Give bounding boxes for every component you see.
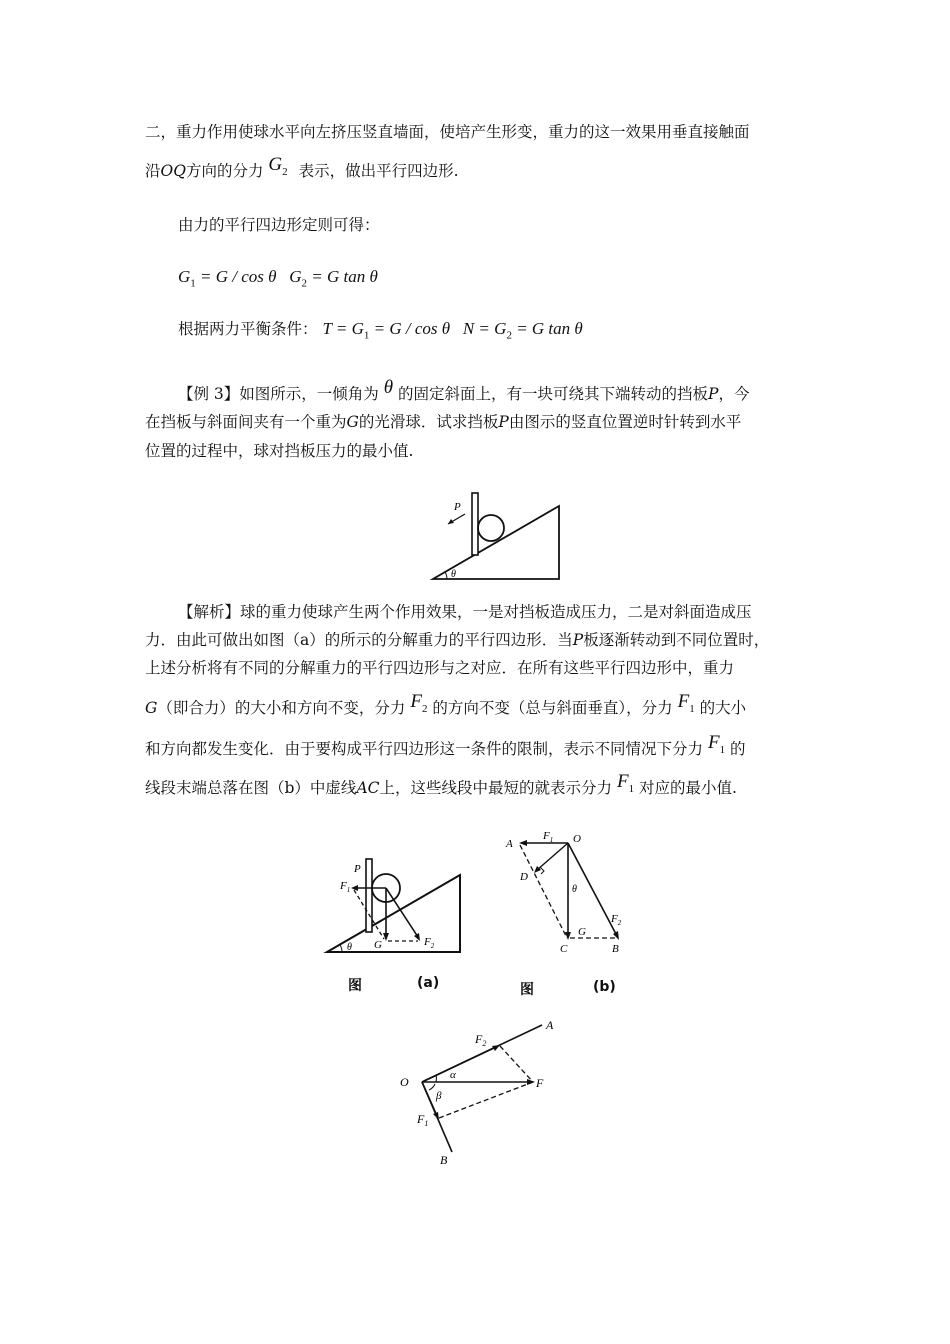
f1-symbol: $F_1$ bbox=[616, 771, 635, 795]
f1-symbol: $F_1$ bbox=[677, 691, 695, 715]
figure-a bbox=[322, 855, 467, 955]
right-angle-mark bbox=[540, 867, 544, 874]
text-segment: 表示，做出平行四边形. bbox=[298, 162, 459, 180]
label-f: F bbox=[536, 1076, 544, 1090]
f2-symbol: $F_2$ bbox=[410, 691, 428, 715]
label-alpha: α bbox=[450, 1069, 456, 1081]
equilibrium-label: 根据两力平衡条件： bbox=[178, 320, 318, 338]
eq1: = G / cos θ bbox=[200, 267, 277, 286]
text-segment: 沿 bbox=[145, 162, 161, 180]
label-g: G bbox=[578, 926, 586, 938]
analysis-line4: G（即合力）的大小和方向不变，分力 $F_2$ 的方向不变（总与斜面垂直），分力 $F_1$ 的大小 bbox=[145, 691, 747, 717]
label-f2: $F_2$ bbox=[424, 936, 435, 950]
label-o: O bbox=[400, 1075, 409, 1089]
theta-symbol: θ bbox=[383, 377, 394, 398]
para1-line1: 二，重力作用使球水平向左挤压竖直墙面，使培产生形变，重力的这一效果用垂直接触面 bbox=[145, 123, 750, 141]
text-segment: 方向的分力 bbox=[185, 162, 264, 180]
caption-b1: 图 bbox=[520, 982, 534, 998]
eq2: = G tan θ bbox=[311, 267, 378, 286]
label-a: A bbox=[546, 1018, 554, 1032]
caption-b2: (b) bbox=[593, 979, 616, 995]
example3-line3: 位置的过程中，球对挡板压力的最小值. bbox=[145, 442, 414, 460]
equation-line-1: $G_1 = G / \cos \theta$ $G_2 = G$ tan θ bbox=[178, 267, 378, 290]
label-f2: $F_2$ bbox=[611, 913, 622, 927]
f2-vector bbox=[386, 888, 418, 937]
label-theta: θ bbox=[347, 942, 352, 953]
caption-a2: (a) bbox=[417, 975, 440, 991]
dashed-line-c1 bbox=[500, 1046, 533, 1082]
equation-line-2: 根据两力平衡条件： $T = G_1 = G / \cos \theta$ $N = G_2 = G$ tan θ bbox=[178, 319, 583, 342]
analysis-line6: 线段末端总落在图（b）中虚线AC上，这些线段中最短的就表示分力 $F_1$ 对应的最小值. bbox=[145, 771, 737, 797]
label-f1: $F_1$ bbox=[543, 830, 554, 844]
label-theta: θ bbox=[572, 884, 577, 895]
label-g: G bbox=[374, 939, 382, 951]
example-tag: 【例 3】 bbox=[178, 385, 240, 403]
od-vector bbox=[537, 843, 568, 870]
analysis-tag: 【解析】 bbox=[178, 603, 241, 621]
label-c: C bbox=[560, 943, 568, 955]
board-p-a bbox=[366, 859, 372, 932]
label-theta: θ bbox=[451, 569, 456, 580]
label-f1: $F_1$ bbox=[340, 880, 351, 894]
f1-vector-c bbox=[422, 1082, 437, 1116]
board-p bbox=[472, 493, 478, 555]
analysis-line5: 和方向都发生变化．由于要构成平行四边形这一条件的限制，表示不同情况下分力 $F_1$ 的 bbox=[145, 732, 746, 758]
label-b: B bbox=[440, 1153, 448, 1167]
incline-figure bbox=[425, 488, 565, 583]
label-b: B bbox=[612, 943, 619, 955]
example3-line2: 在挡板与斜面间夹有一个重为G的光滑球．试求挡板P由图示的竖直位置逆时针转到水平 bbox=[145, 413, 742, 431]
label-f2: $F_2$ bbox=[475, 1032, 487, 1048]
ball bbox=[478, 515, 504, 541]
figure-b bbox=[500, 830, 640, 960]
label-o: O bbox=[573, 833, 581, 845]
caption-a1: 图 bbox=[348, 978, 362, 994]
dashed-line-c2 bbox=[439, 1082, 533, 1118]
analysis-line1: 【解析】球的重力使球产生两个作用效果，一是对挡板造成压力，二是对斜面造成压 bbox=[178, 603, 752, 621]
figure-c bbox=[392, 1012, 572, 1172]
label-beta: β bbox=[436, 1090, 442, 1102]
f1-symbol: $F_1$ bbox=[707, 732, 726, 756]
label-p: P bbox=[454, 501, 461, 513]
label-d: D bbox=[520, 871, 528, 883]
analysis-line3: 上述分析将有不同的分解重力的平行四边形与之对应．在所有这些平行四边形中，重力 bbox=[145, 659, 735, 677]
analysis-line2: 力．由此可做出如图（a）的所示的分解重力的平行四边形．当P板逐渐转动到不同位置时， bbox=[145, 631, 770, 649]
label-a: A bbox=[506, 838, 513, 850]
para2-text: 由力的平行四边形定则可得： bbox=[178, 216, 380, 234]
g2-symbol: $G_2$ bbox=[268, 154, 288, 178]
f2-vector-c bbox=[422, 1047, 496, 1082]
oq-label: OQ bbox=[160, 162, 186, 180]
dashed-ac bbox=[520, 845, 567, 938]
example3-line1: 【例 3】如图所示，一倾角为 θ 的固定斜面上，有一块可绕其下端转动的挡板P，今 bbox=[178, 377, 750, 403]
label-p: P bbox=[354, 863, 361, 875]
para1-line2 bbox=[145, 154, 459, 189]
label-f1: $F_1$ bbox=[417, 1112, 429, 1128]
